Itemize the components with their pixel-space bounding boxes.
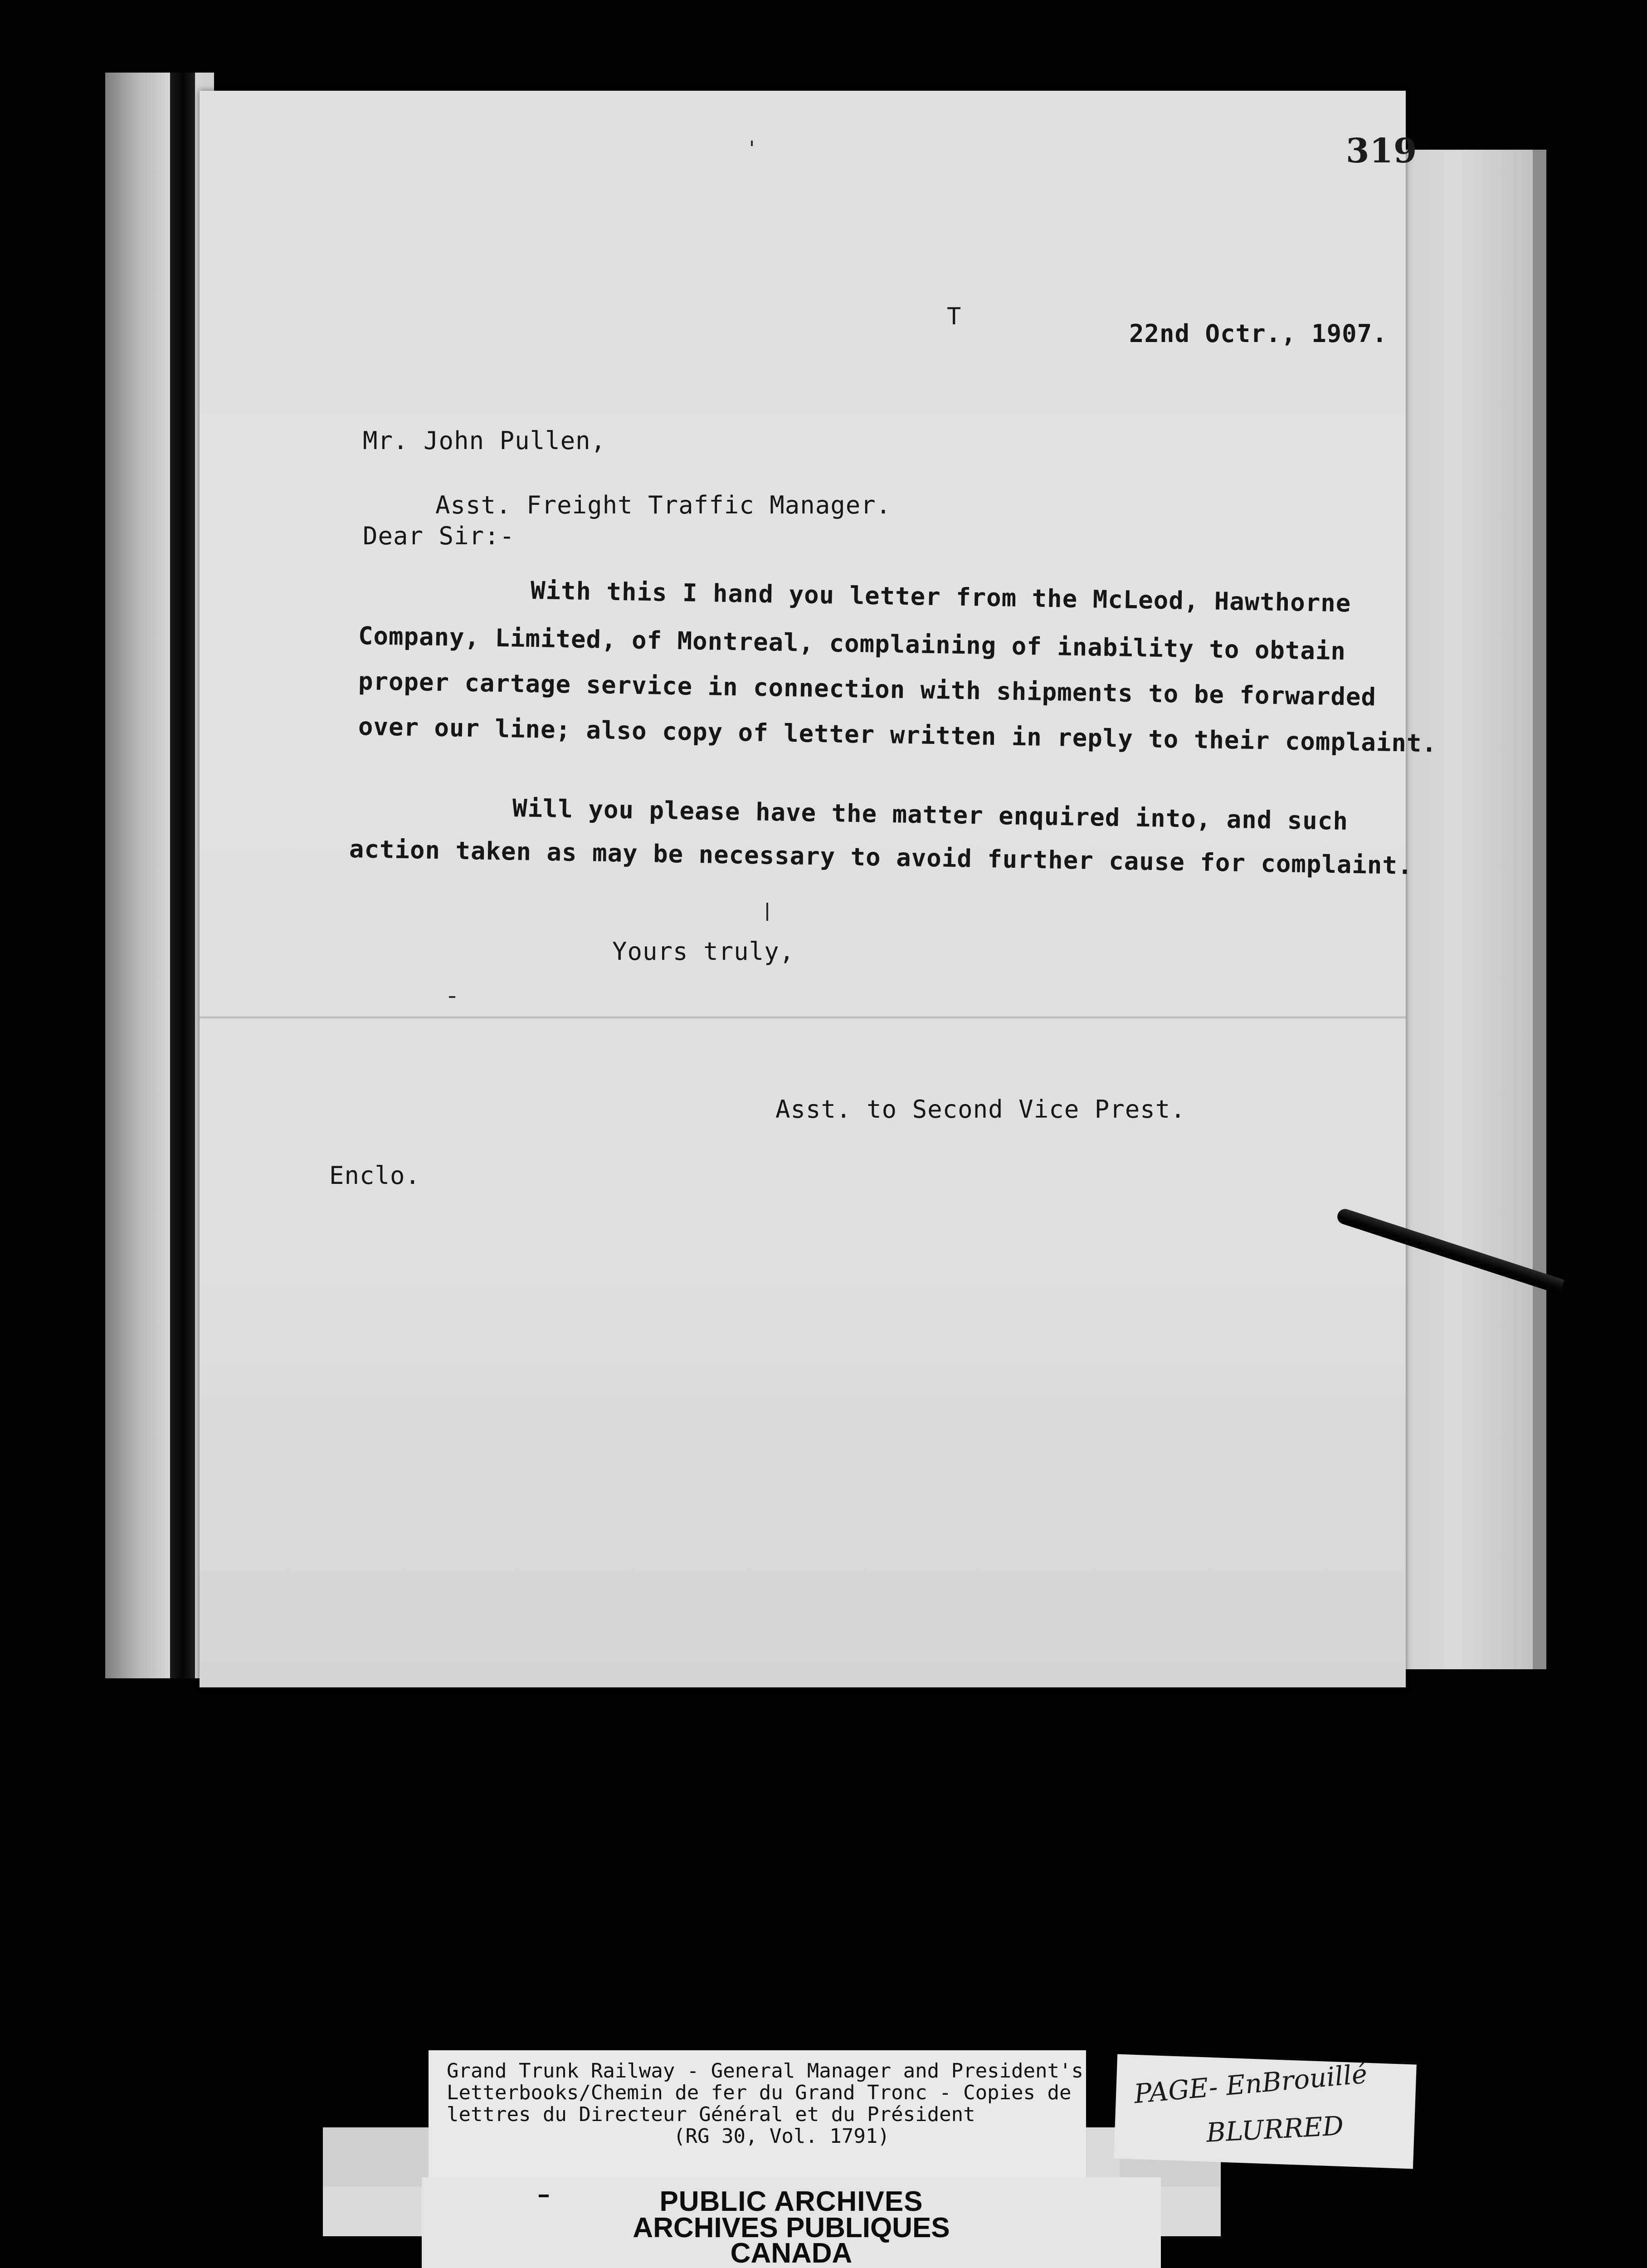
scratch-mark (766, 903, 768, 921)
handwritten-note-line: PAGE- EnBrouillé (1133, 2058, 1369, 2110)
page-fold-line (200, 1016, 1406, 1019)
closing: Yours truly, (612, 937, 795, 966)
salutation: Dear Sir:- (363, 522, 515, 550)
underlying-pages (1397, 150, 1546, 1669)
recipient-title: Asst. Freight Traffic Manager. (435, 491, 892, 519)
folio-number: 319 (1346, 132, 1418, 171)
scratch-mark (751, 141, 753, 146)
archive-label-line: Grand Trunk Railway - General Manager and President's (447, 2059, 1083, 2082)
stamp-line-1: PUBLIC ARCHIVES (659, 2186, 923, 2217)
archive-label-line: lettres du Directeur Général et du Président (447, 2103, 975, 2126)
binding-spine (105, 73, 214, 1678)
body-line: Company, Limited, of Montreal, complaining of inability to obtain (358, 621, 1346, 666)
body-line: proper cartage service in connection with shipments to be forwarded (358, 667, 1377, 712)
binding-gutter (170, 73, 195, 1678)
stamp-line-3: CANADA (730, 2238, 853, 2268)
enclosure-note: Enclo. (329, 1161, 421, 1190)
stamp-line-2: ARCHIVES PUBLIQUES (633, 2212, 950, 2244)
body-line: Will you please have the matter enquired into, and such (512, 794, 1349, 836)
body-line: over our line; also copy of letter written in reply to their complaint. (358, 712, 1437, 758)
signoff-title: Asst. to Second Vice Prest. (775, 1095, 1186, 1124)
file-mark: T (947, 303, 962, 330)
stamp-tab-left (323, 2127, 432, 2186)
body-line: With this I hand you letter from the McLeod, Hawthorne (530, 576, 1351, 618)
archive-label-text (447, 2060, 1082, 2147)
scratch-mark (449, 996, 455, 998)
underlying-pages-edge (1533, 150, 1546, 1669)
body-line: action taken as may be necessary to avoid further cause for complaint. (349, 835, 1413, 880)
archive-label-line: Letterbooks/Chemin de fer du Grand Tronc - Copies de (447, 2081, 1072, 2104)
archive-label-line: (RG 30, Vol. 1791) (673, 2125, 890, 2148)
recipient-name: Mr. John Pullen, (363, 426, 606, 455)
letter-date: 22nd Octr., 1907. (1129, 319, 1388, 348)
handwritten-note-line: BLURRED (1205, 2110, 1345, 2148)
